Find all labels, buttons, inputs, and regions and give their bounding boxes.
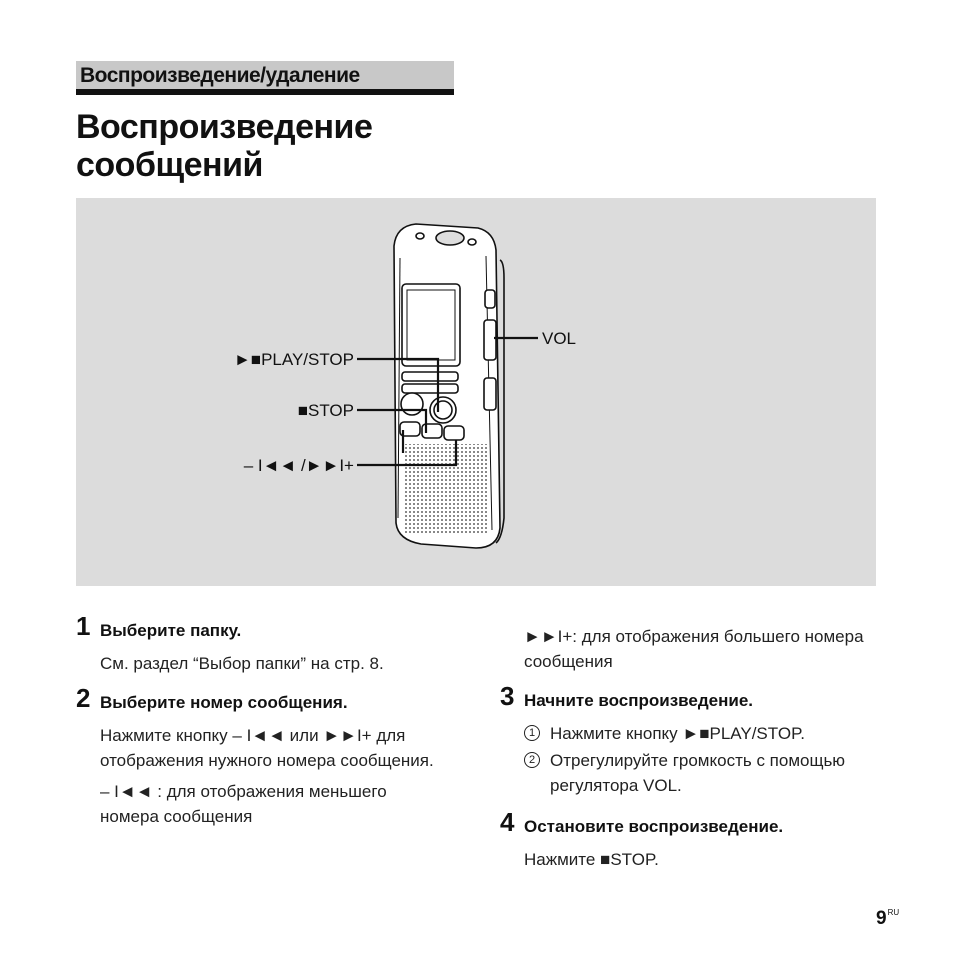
speaker-grille xyxy=(404,444,488,534)
page-title xyxy=(76,108,372,184)
sub-step-text: Отрегулируйте громкость с помощью регулятора VOL. xyxy=(550,751,846,795)
step-3 xyxy=(500,681,880,798)
step-1 xyxy=(76,611,446,676)
skip-callout: – I◄◄ /►►I+ xyxy=(243,456,354,475)
step-number: 4 xyxy=(500,807,515,837)
sub-step xyxy=(524,748,880,798)
play-stop-callout: ►■PLAY/STOP xyxy=(233,350,354,369)
step-number: 2 xyxy=(76,683,91,713)
step-title: Остановите воспроизведение. xyxy=(524,817,784,836)
page-title-line1: Воспроизведение xyxy=(76,108,373,146)
step-text: Нажмите кнопку – I◄◄ или ►►I+ для отображения нужного номера сообщения. xyxy=(100,726,434,770)
page-number-value: 9 xyxy=(876,908,887,929)
device-illustration xyxy=(76,198,876,586)
step-title: Выберите папку. xyxy=(100,621,242,640)
step-title: Начните воспроизведение. xyxy=(524,691,754,710)
step-note-minus: – I◄◄ : для отображения меньшего номера сообщения xyxy=(100,782,387,826)
sub-step-marker: 2 xyxy=(524,752,540,768)
step-number: 1 xyxy=(76,611,91,641)
section-header xyxy=(76,61,454,95)
page-number xyxy=(876,908,899,930)
step-text: См. раздел “Выбор папки” на стр. 8. xyxy=(100,654,384,673)
device-drawing xyxy=(76,198,876,586)
sub-step-marker: 1 xyxy=(524,725,540,741)
sub-step xyxy=(524,721,880,746)
step-2-continued xyxy=(500,624,880,674)
step-note-plus: ►►I+: для отображения большего номера сообщения xyxy=(524,627,864,671)
language-code: RU xyxy=(887,908,900,917)
step-title: Выберите номер сообщения. xyxy=(100,693,348,712)
step-number: 3 xyxy=(500,681,515,711)
section-header-label: Воспроизведение/удаление xyxy=(80,64,360,87)
step-text: Нажмите ■STOP. xyxy=(524,850,659,869)
instructions-left-column xyxy=(76,611,446,837)
step-2 xyxy=(76,683,446,829)
page-title-line2: сообщений xyxy=(76,146,263,184)
vol-callout: VOL xyxy=(542,329,577,348)
instructions-right-column xyxy=(500,618,880,880)
stop-callout: ■STOP xyxy=(297,401,354,420)
sub-step-text: Нажмите кнопку ►■PLAY/STOP. xyxy=(550,724,805,743)
step-4 xyxy=(500,807,880,872)
